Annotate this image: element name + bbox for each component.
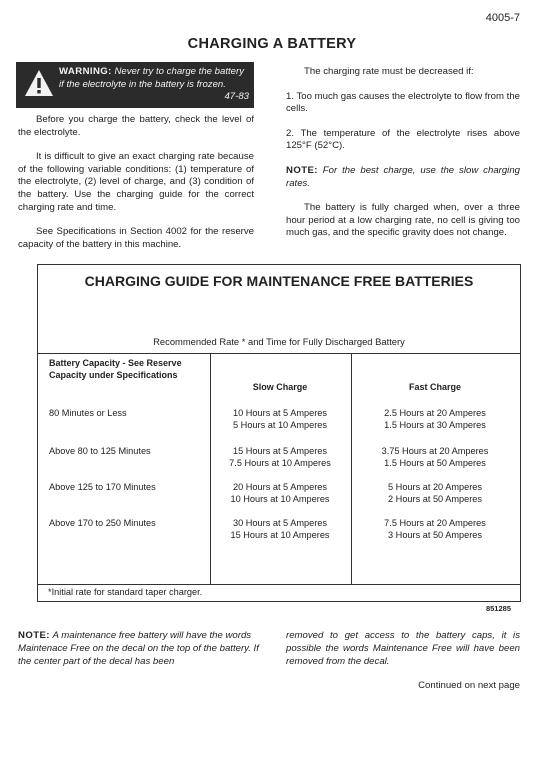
bottom-note-left-text: A maintenance free battery will have the words Maintenace Free on the decal on the top of the battery. If the center part of the decal has been [18, 630, 259, 667]
row-fast-line: 1.5 Hours at 50 Amperes [384, 458, 486, 468]
bottom-note-right: removed to get access to the battery caps, it is possible the words Maintenance Free will have been removed from the decal. [286, 630, 520, 667]
row-slow-line: 30 Hours at 5 Amperes [233, 518, 327, 528]
row-capacity: Above 170 to 250 Minutes [49, 518, 156, 528]
left-paragraph-3: See Specifications in Section 4002 for the reserve capacity of the battery in this machine. [18, 226, 254, 250]
guide-footnote: *Initial rate for standard taper charger. [48, 587, 203, 597]
continued-label: Continued on next page [418, 680, 520, 691]
guide-table [38, 353, 520, 585]
charging-guide [37, 264, 521, 602]
row-slow-line: 15 Hours at 5 Amperes [233, 446, 327, 456]
left-paragraph-2: It is difficult to give an exact charging rate because of the following variable conditions: (1) temperature of the electrolyte, (2) level of charge, and (3) condition of the battery. Use the charging guide for the correct charging rate and time. [18, 151, 254, 213]
right-item-2: 2. The temperature of the electrolyte rises above 125°F (52°C). [286, 127, 520, 152]
right-final-paragraph: The battery is fully charged when, over a three hour period at a low charging rate, no cell is giving too much gas, and the specific gravity does not change. [286, 202, 520, 239]
row-fast-line: 7.5 Hours at 20 Amperes [384, 518, 486, 528]
header-capacity: Battery Capacity - See Reserve Capacity under Specifications [49, 358, 182, 380]
page-number: 4005-7 [485, 12, 520, 24]
row-fast-line: 2.5 Hours at 20 Amperes [384, 408, 486, 418]
row-capacity: Above 125 to 170 Minutes [49, 482, 156, 492]
page-title: CHARGING A BATTERY [187, 36, 357, 52]
row-fast-line: 3 Hours at 50 Amperes [388, 530, 482, 540]
row-capacity: 80 Minutes or Less [49, 408, 127, 418]
warning-code: 47-83 [224, 91, 249, 103]
row-fast-line: 5 Hours at 20 Amperes [388, 482, 482, 492]
guide-title: CHARGING GUIDE FOR MAINTENANCE FREE BATTERIES [84, 273, 474, 289]
row-fast-line: 2 Hours at 50 Amperes [388, 494, 482, 504]
row-fast-line: 3.75 Hours at 20 Amperes [381, 446, 489, 456]
note-text: For the best charge, use the slow charging rates. [286, 164, 520, 189]
row-slow-line: 7.5 Hours at 10 Amperes [229, 458, 331, 468]
note-label: NOTE: [286, 164, 318, 176]
row-slow-line: 15 Hours at 10 Amperes [230, 530, 330, 540]
right-note [286, 165, 520, 190]
warning-text [59, 66, 249, 104]
row-slow-line: 10 Hours at 10 Amperes [230, 494, 330, 504]
guide-subtitle: Recommended Rate * and Time for Fully Discharged Battery [153, 336, 405, 347]
row-capacity: Above 80 to 125 Minutes [49, 446, 151, 456]
row-slow-line: 5 Hours at 10 Amperes [233, 420, 327, 430]
warning-triangle-icon [24, 68, 54, 98]
warning-box [16, 62, 254, 108]
left-column [18, 114, 254, 251]
row-fast-line: 1.5 Hours at 30 Amperes [384, 420, 486, 430]
header-fast-charge: Fast Charge [408, 382, 461, 392]
left-paragraph-1: Before you charge the battery, check the level of the electrolyte. [18, 114, 254, 138]
row-slow-line: 20 Hours at 5 Amperes [233, 482, 327, 492]
warning-label: WARNING: [59, 66, 112, 77]
right-column [286, 66, 520, 240]
row-slow-line: 10 Hours at 5 Amperes [233, 408, 327, 418]
bottom-note-label: NOTE: [18, 630, 50, 641]
right-intro: The charging rate must be decreased if: [304, 66, 474, 77]
header-slow-charge: Slow Charge [252, 382, 308, 392]
figure-number: 851285 [485, 604, 511, 613]
bottom-note-left [18, 630, 266, 668]
right-item-1: 1. Too much gas causes the electrolyte to flow from the cells. [286, 90, 520, 115]
warning-body: Never try to charge the battery if the electrolyte in the battery is frozen. [59, 66, 245, 90]
